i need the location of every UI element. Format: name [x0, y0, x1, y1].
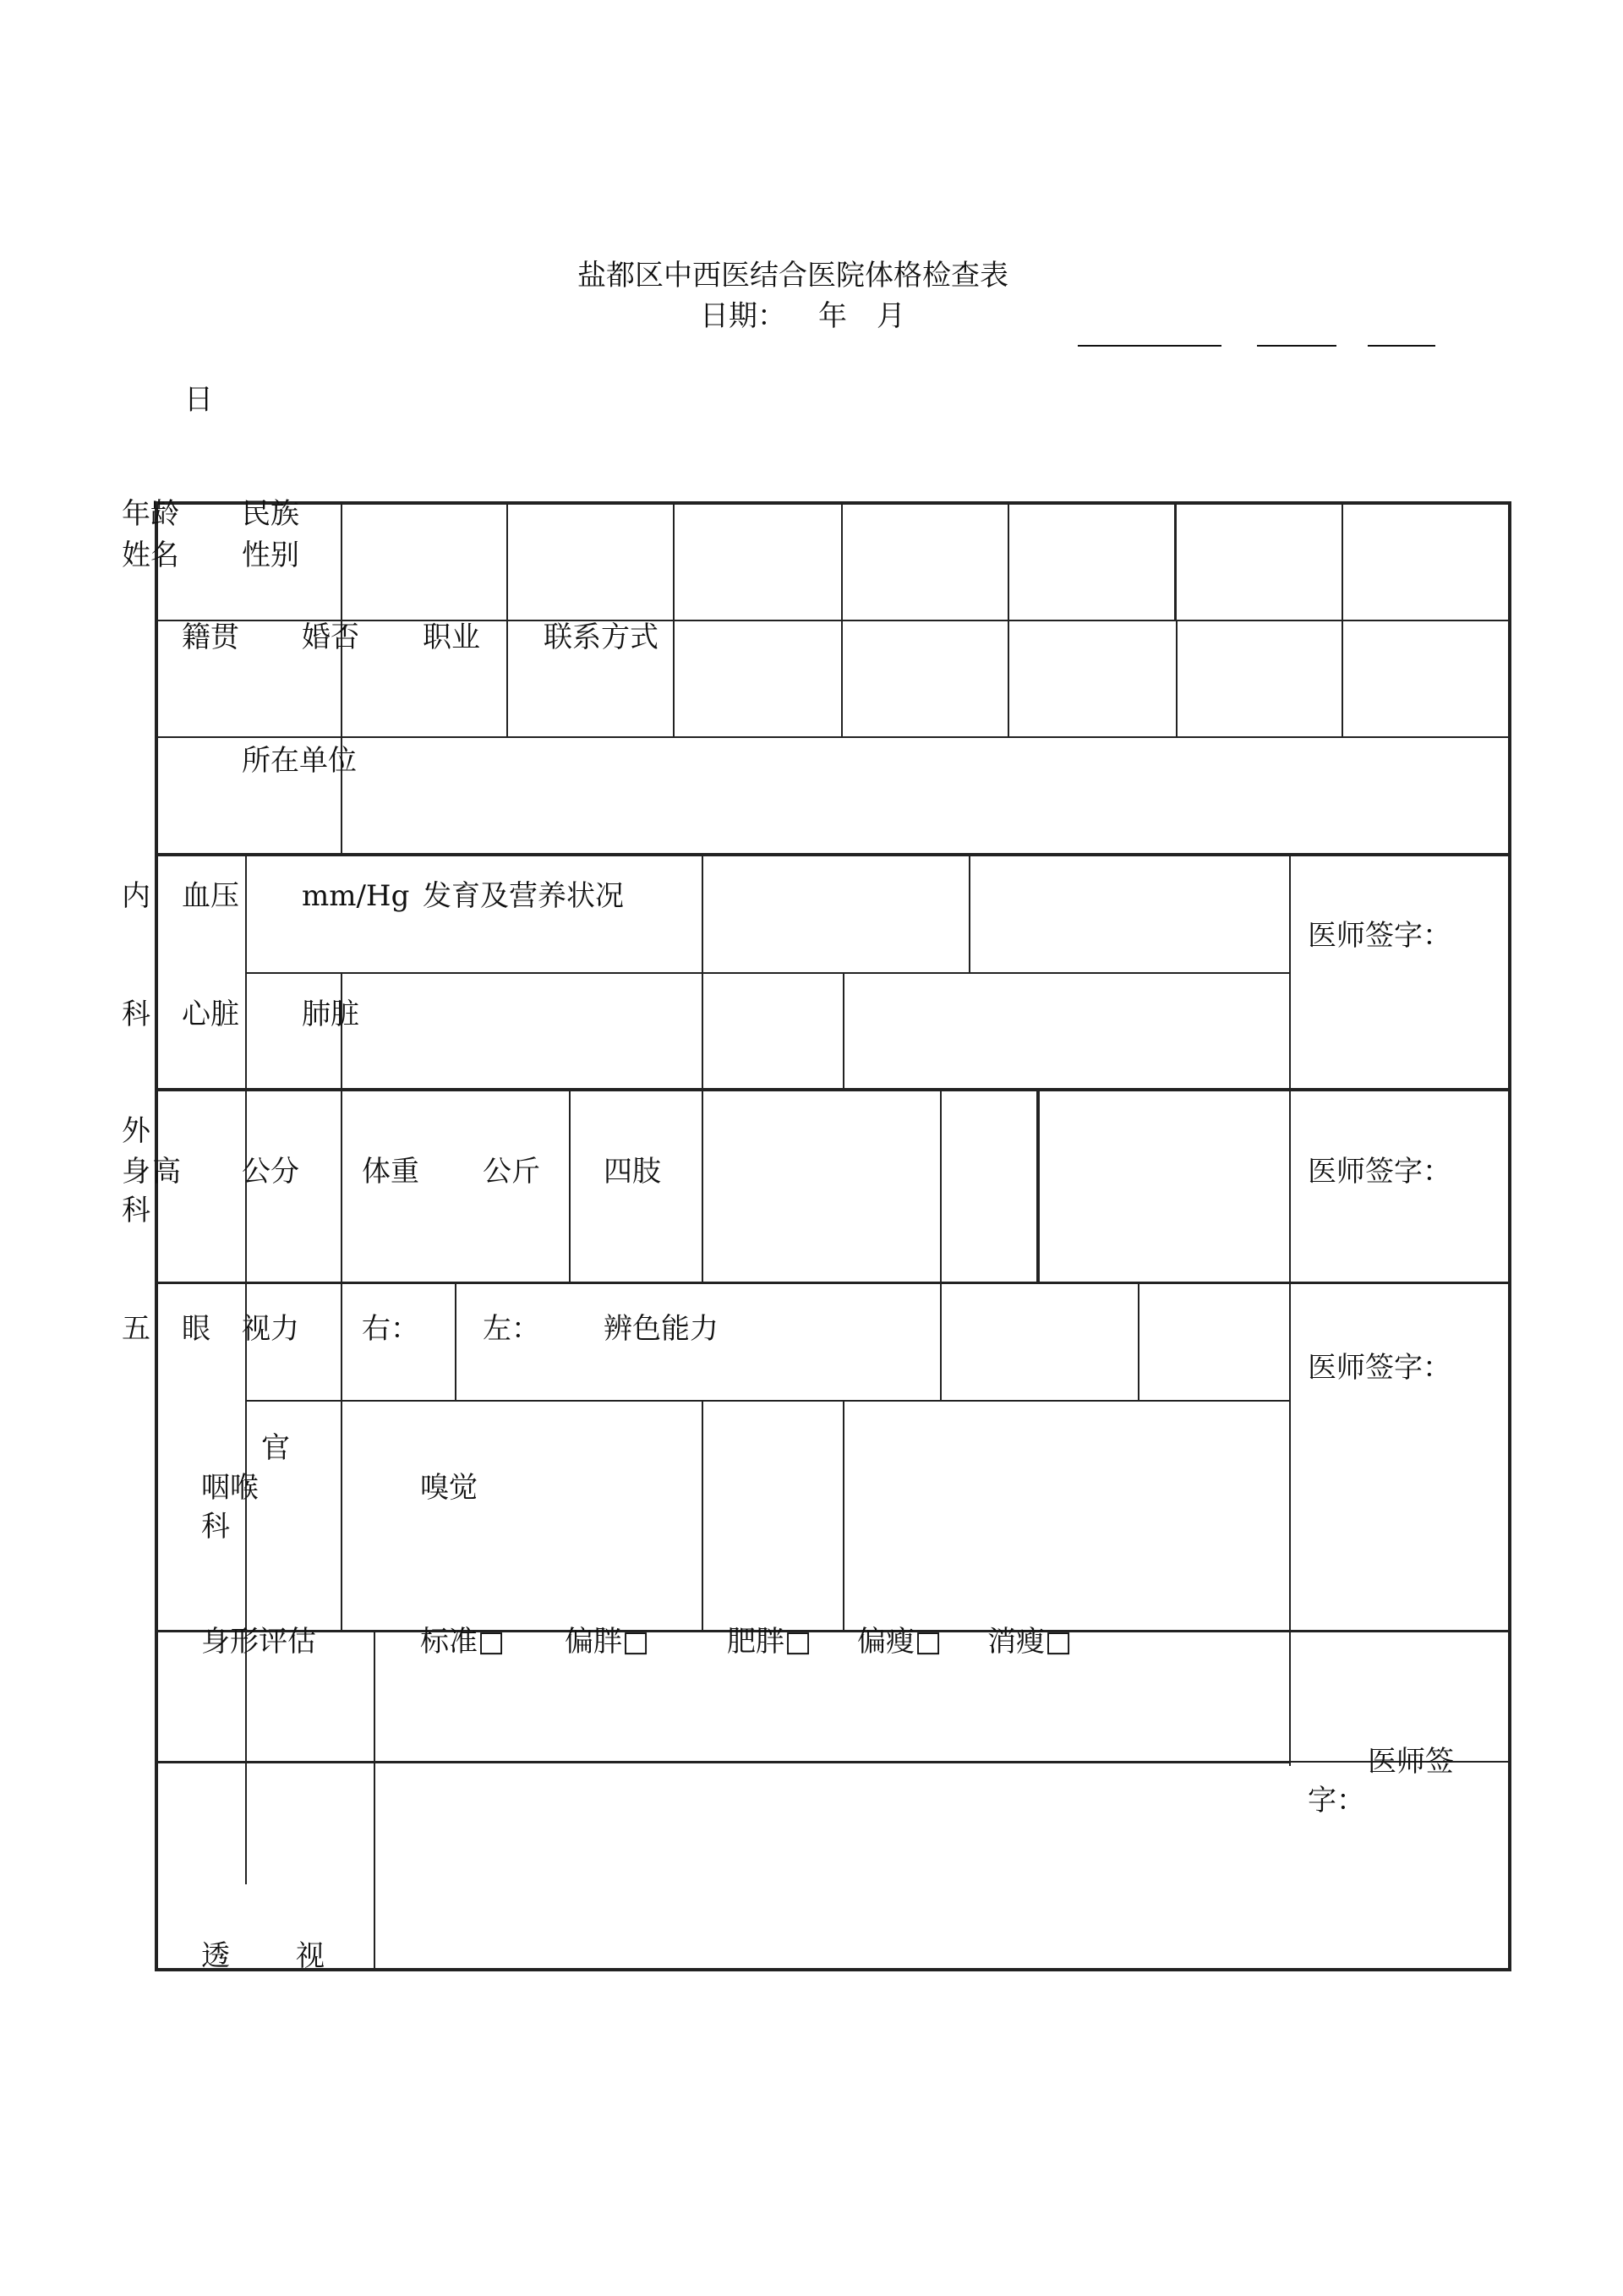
- name-label: 姓名: [122, 538, 179, 572]
- col-line: [702, 855, 703, 1090]
- table-border-bottom: [155, 1968, 1511, 1971]
- internal-dept-char-1: 内: [122, 879, 150, 913]
- throat-label: 咽喉: [201, 1471, 259, 1505]
- smell-label: 嗅觉: [420, 1471, 478, 1505]
- col-line: [245, 855, 247, 1884]
- date-label: 日期：: [700, 299, 786, 333]
- col-line: [1036, 1090, 1040, 1282]
- age-label: 年龄: [122, 497, 179, 531]
- limbs-label: 四肢: [604, 1155, 661, 1189]
- color-vision-label: 辨色能力: [604, 1312, 719, 1346]
- col-line: [341, 972, 342, 1091]
- facial-dept-char-2: 官: [261, 1431, 290, 1465]
- eye-label: 眼: [182, 1312, 210, 1346]
- section-line: [155, 1630, 1511, 1632]
- option-overweight[interactable]: 偏胖□: [565, 1625, 650, 1659]
- col-line: [702, 1400, 703, 1631]
- option-emaciated[interactable]: 消瘦□: [987, 1625, 1073, 1659]
- development-label: 发育及营养状况: [423, 879, 624, 913]
- section-line: [155, 853, 1511, 856]
- option-standard[interactable]: 标准□: [420, 1625, 505, 1659]
- weight-unit: 公斤: [483, 1155, 540, 1189]
- facial-signature: 医师签字：: [1308, 1351, 1451, 1385]
- xray-label-char-1: 透: [201, 1939, 230, 1973]
- col-line: [969, 855, 970, 974]
- row-line: [156, 736, 1509, 738]
- body-shape-label: 身形评估: [201, 1625, 316, 1659]
- weight-label: 体重: [362, 1155, 419, 1189]
- row-line: [246, 972, 1290, 974]
- col-line: [841, 503, 843, 737]
- height-unit: 公分: [242, 1155, 299, 1189]
- table-border-top: [155, 501, 1511, 505]
- internal-dept-char-2: 科: [122, 998, 150, 1031]
- month-label: 月: [877, 299, 905, 333]
- option-underweight[interactable]: 偏瘦□: [857, 1625, 943, 1659]
- col-line: [506, 503, 508, 737]
- col-line: [843, 972, 844, 1090]
- col-line: [940, 1283, 942, 1402]
- bp-unit: mm/Hg: [302, 879, 410, 913]
- facial-dept-char-3: 科: [201, 1510, 230, 1544]
- surgery-dept-char-2: 身: [122, 1155, 150, 1189]
- col-line: [341, 1400, 342, 1631]
- bp-label: 血压: [182, 879, 239, 913]
- col-line: [341, 1283, 342, 1402]
- table-border-right: [1508, 501, 1511, 1971]
- option-obese[interactable]: 肥胖□: [727, 1625, 812, 1659]
- row-line: [246, 1400, 1290, 1402]
- xray-label-char-2: 视: [296, 1939, 325, 1973]
- col-line: [1176, 620, 1178, 737]
- col-line: [843, 1400, 844, 1631]
- form-title: 盐都区中西医结合医院体格检查表: [577, 259, 1008, 292]
- col-line: [341, 503, 342, 853]
- section-line: [155, 1088, 1511, 1091]
- gender-label: 性别: [242, 538, 299, 572]
- surgery-signature: 医师签字：: [1308, 1155, 1451, 1189]
- vision-left-label: 左：: [483, 1312, 540, 1346]
- surgery-dept-char-1: 外: [122, 1114, 150, 1148]
- surgery-dept-char-3: 科: [122, 1194, 150, 1227]
- native-place-label: 籍贯: [182, 620, 239, 654]
- workplace-label: 所在单位: [242, 744, 357, 778]
- ethnicity-label: 民族: [242, 497, 299, 531]
- col-line: [341, 1090, 342, 1282]
- row-line: [156, 620, 1509, 621]
- internal-signature: 医师签字：: [1308, 919, 1451, 953]
- marital-label: 婚否: [302, 620, 359, 654]
- col-line: [374, 1632, 375, 1970]
- year-label: 年: [818, 299, 847, 333]
- col-line: [1008, 503, 1009, 737]
- vision-label: 视力: [242, 1312, 299, 1346]
- col-line: [1342, 503, 1343, 737]
- facial-dept-char-1: 五: [122, 1312, 150, 1346]
- col-line: [673, 503, 675, 737]
- col-line: [455, 1283, 456, 1402]
- lung-label: 肺脏: [302, 998, 359, 1031]
- day-label: 日: [184, 383, 213, 417]
- occupation-label: 职业: [423, 620, 480, 654]
- contact-label: 联系方式: [544, 620, 658, 654]
- table-border-left: [155, 501, 158, 1971]
- row-line: [155, 1761, 1291, 1763]
- section-line: [155, 1282, 1511, 1284]
- bottom-signature-part-2: 字：: [1308, 1784, 1365, 1818]
- heart-label: 心脏: [182, 998, 239, 1031]
- height-label: 高: [152, 1155, 181, 1189]
- col-line: [940, 1090, 942, 1282]
- col-line: [1174, 503, 1177, 621]
- col-line: [702, 1090, 703, 1282]
- col-line: [569, 1090, 571, 1282]
- vision-right-label: 右：: [362, 1312, 419, 1346]
- col-line: [1138, 1283, 1139, 1402]
- bottom-signature-part-1: 医师签: [1368, 1745, 1454, 1779]
